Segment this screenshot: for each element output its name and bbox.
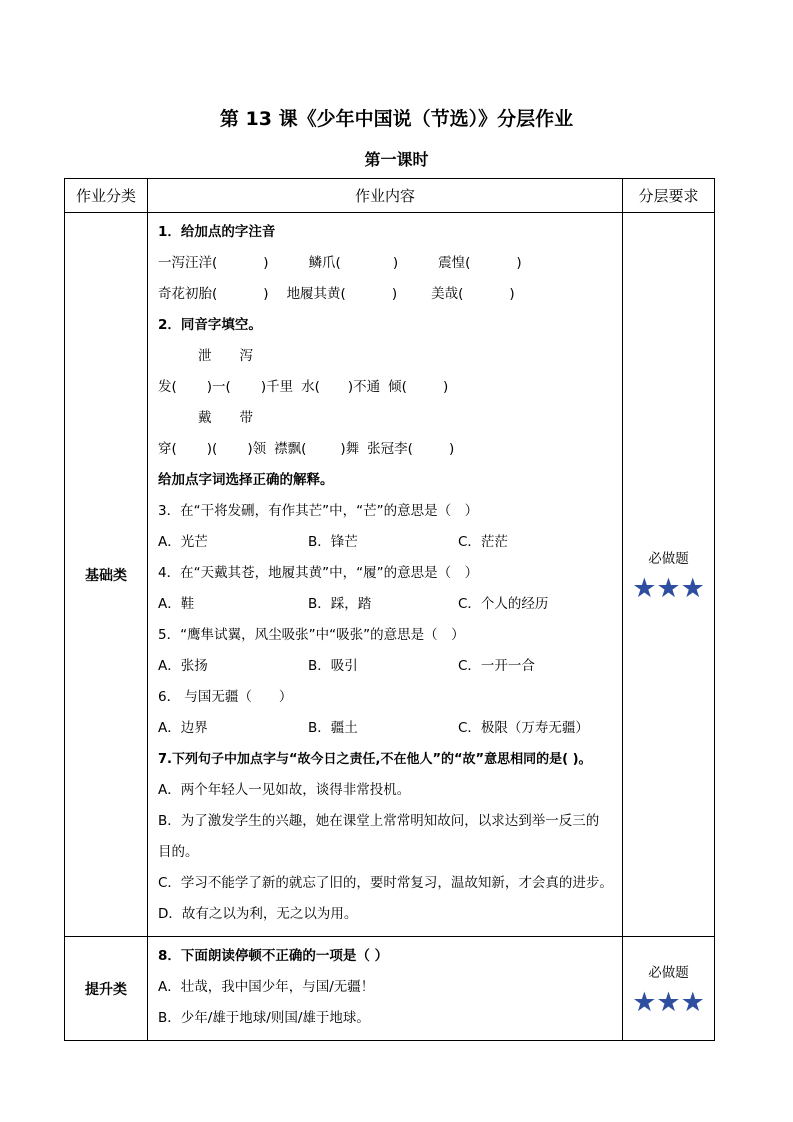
options-line xyxy=(158,527,616,558)
question-line: 奇花初胎( ) 地履其黄( ) 美哉( ) xyxy=(158,286,515,302)
category-cell xyxy=(65,213,148,937)
option-b: B．为了激发学生的兴趣，她在课堂上常常明知故问，以求达到举一反三的 xyxy=(158,813,600,829)
options-line xyxy=(158,713,616,744)
option-d: D．故有之以为利，无之以为用。 xyxy=(158,906,358,922)
option-b: B．吸引 xyxy=(308,658,358,674)
char-pair: 戴 带 xyxy=(198,410,253,426)
question-stem: 5．“鹰隼试翼，风尘吸张”中“吸张”的意思是（ ） xyxy=(158,627,465,643)
option-c: C．个人的经历 xyxy=(458,596,549,612)
option-c: C．一开一合 xyxy=(458,658,535,674)
option-a: A．光芒 xyxy=(158,534,208,550)
section-heading: 给加点字词选择正确的解释。 xyxy=(158,472,334,488)
header-requirement: 分层要求 xyxy=(623,179,715,213)
header-content: 作业内容 xyxy=(148,179,623,213)
options-line xyxy=(158,589,616,620)
option-a: A．张扬 xyxy=(158,658,208,674)
question-line: 一泻汪洋( ) 鳞爪( ) 震惶( ) xyxy=(158,255,522,271)
option-b: B．锋芒 xyxy=(308,534,358,550)
option-b: B．少年/雄于地球/则国/雄于地球。 xyxy=(158,1010,370,1026)
header-category: 作业分类 xyxy=(65,179,148,213)
option-a: A．两个年轻人一见如故，谈得非常投机。 xyxy=(158,782,411,798)
table-header-row xyxy=(65,179,715,213)
question-stem: 6． 与国无疆（ ） xyxy=(158,689,293,705)
content-cell xyxy=(148,213,623,937)
question-line: 发( )一( )千里 水( )不通 倾( ) xyxy=(158,379,449,395)
question-stem: 7.下列句子中加点字与“故今日之责任,不在他人”的“故”意思相同的是( )。 xyxy=(158,752,592,767)
option-b: B．踩，踏 xyxy=(308,596,372,612)
requirement-cell xyxy=(623,213,715,937)
options-line xyxy=(158,651,616,682)
requirement-label: 必做题 xyxy=(648,550,689,567)
category-label: 提升类 xyxy=(85,981,127,998)
option-b: B．疆土 xyxy=(308,720,358,736)
table-row xyxy=(65,213,715,937)
requirement-label: 必做题 xyxy=(648,964,689,981)
star-rating: ★★★ xyxy=(632,986,705,1018)
category-label: 基础类 xyxy=(85,567,127,584)
option-c: C．学习不能学了新的就忘了旧的，要时常复习，温故知新，才会真的进步。 xyxy=(158,875,613,891)
question-line: 穿( )( )领 襟飘( )舞 张冠李( ) xyxy=(158,441,455,457)
page-title: 第 13 课《少年中国说（节选）》分层作业 xyxy=(219,108,574,130)
category-cell xyxy=(65,937,148,1041)
option-a: A．边界 xyxy=(158,720,208,736)
option-b-continued: 目的。 xyxy=(158,844,199,860)
page-subtitle: 第一课时 xyxy=(364,150,429,169)
option-a: A．壮哉，我中国少年，与国/无疆！ xyxy=(158,979,375,995)
option-c: C．茫茫 xyxy=(458,534,508,550)
homework-table xyxy=(64,178,715,1041)
table-row xyxy=(65,937,715,1041)
option-c: C．极限（万寿无疆） xyxy=(458,720,589,736)
requirement-cell xyxy=(623,937,715,1041)
char-pair: 泄 泻 xyxy=(198,348,253,364)
star-rating: ★★★ xyxy=(632,572,705,604)
question-stem: 3．在“干将发硎，有作其芒”中，“芒”的意思是（ ） xyxy=(158,503,479,519)
content-cell xyxy=(148,937,623,1041)
question-title: 1．给加点的字注音 xyxy=(158,224,276,240)
question-stem: 4．在“天戴其苍，地履其黄”中，“履”的意思是（ ） xyxy=(158,565,479,581)
question-title: 2．同音字填空。 xyxy=(158,317,262,333)
question-stem: 8．下面朗读停顿不正确的一项是（ ） xyxy=(158,948,389,964)
option-a: A．鞋 xyxy=(158,596,195,612)
